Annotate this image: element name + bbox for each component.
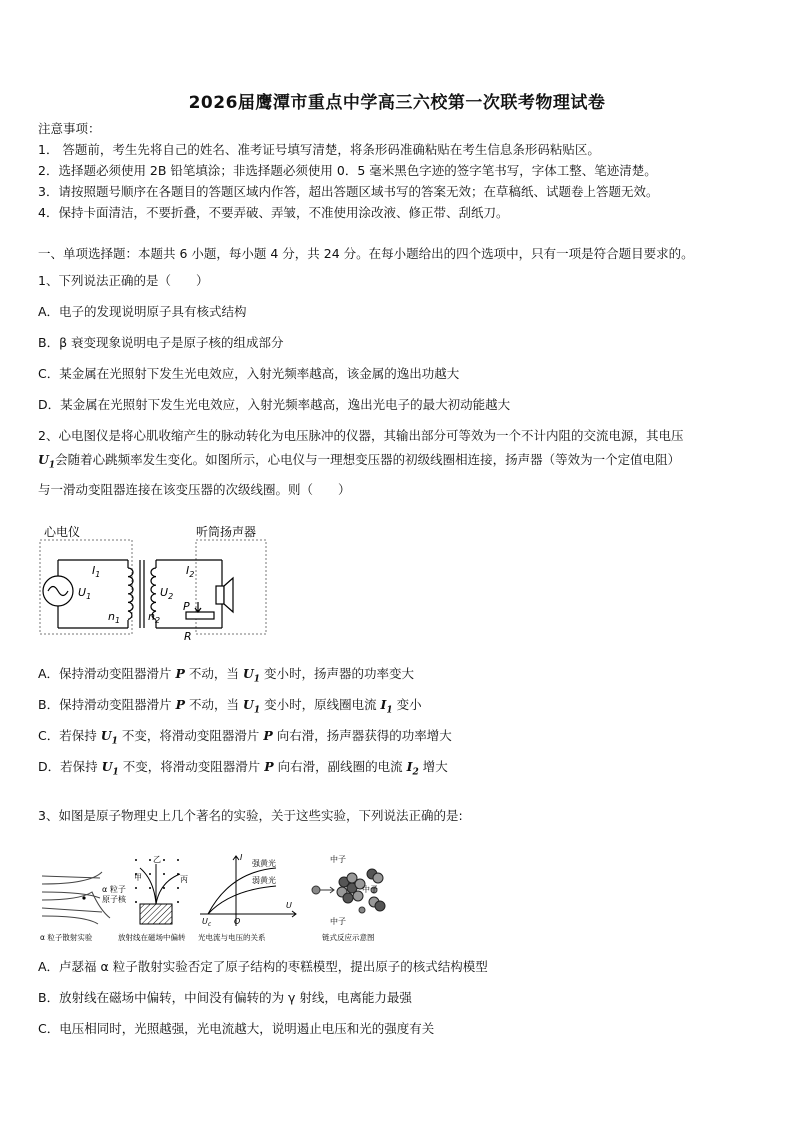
label-jia: 甲 [134, 873, 142, 882]
note-item: 4．保持卡面清洁，不要折叠，不要弄破、弄皱，不准使用涂改液、修正带、刮纸刀。 [38, 205, 509, 220]
q3-option-b: B．放射线在磁场中偏转，中间没有偏转的为 γ 射线，电离能力最强 [38, 990, 412, 1005]
alpha-particle-label: α 粒子 [102, 885, 126, 894]
weak-light-curve [208, 886, 276, 914]
q3-option-c: C．电压相同时，光照越强，光电流越大，说明遏止电压和光的强度有关 [38, 1021, 435, 1036]
q1-option-c: C．某金属在光照射下发生光电效应，入射光频率越高，该金属的逸出功越大 [38, 366, 460, 381]
q1-option-b: B．β 衰变现象说明电子是原子核的组成部分 [38, 335, 284, 350]
label-n2: $n_2$ [148, 610, 161, 625]
q2-u1-symbol: U [38, 452, 49, 467]
chain-reaction-panel [312, 854, 385, 942]
q1-stem: 1、下列说法正确的是（ ） [38, 273, 209, 288]
caption-chain-reaction: 链式反应示意图 [322, 933, 375, 942]
q2-stem-part-c: 与一滑动变阻器连接在该变压器的次级线圈。则（ ） [38, 481, 351, 497]
q2-option-a: A．保持滑动变阻器滑片 P 不动，当 $U_1$ 变小时，扬声器的功率变大 [38, 666, 415, 685]
note-item: 3．请按照题号顺序在各题目的答题区域内作答，超出答题区域书写的答案无效；在草稿纸、试题卷上答题无效。 [38, 184, 659, 199]
section-heading: 一、单项选择题：本题共 6 小题，每小题 4 分，共 24 分。在每小题给出的四个选项中，只有一项是符合题目要求的。 [38, 246, 694, 261]
label-i2: $I_2$ [186, 564, 195, 579]
lead-block-icon [140, 904, 172, 924]
q1-option-a: A．电子的发现说明原子具有核式结构 [38, 304, 247, 319]
notes-heading: 注意事项： [38, 121, 101, 136]
q2-option-c: C．若保持 $U_1$ 不变，将滑动变阻器滑片 P 向右滑，扬声器获得的功率增大 [38, 728, 452, 747]
uc-label: $U_c$ [202, 917, 212, 928]
q2-option-b: B．保持滑动变阻器滑片 P 不动，当 $U_1$ 变小时，原线圈电流 $I_1$ 变小 [38, 697, 422, 716]
alpha-scattering-panel [40, 872, 127, 942]
q3-stem: 3、如图是原子物理史上几个著名的实验，关于这些实验，下列说法正确的是: [38, 808, 463, 823]
q2-stem-part-b: 会随着心跳频率发生变化。如图所示，心电仪与一理想变压器的初级线圈相连接，扬声器（等效为一个定值电阻） [55, 452, 681, 467]
caption-photocurrent: 光电流与电压的关系 [198, 933, 266, 942]
label-yi: 乙 [153, 855, 161, 864]
page-title: 2026届鹰潭市重点中学高三六校第一次联考物理试卷 [188, 93, 606, 113]
magnetic-field-panel [118, 855, 188, 942]
q2-option-d: D．若保持 $U_1$ 不变，将滑动变阻器滑片 P 向右滑，副线圈的电流 $I_2$ 增大 [38, 759, 448, 778]
label-u1: $U_1$ [78, 586, 92, 601]
speaker-label: 听筒扬声器 [196, 525, 257, 539]
rheostat-icon [186, 612, 214, 619]
speaker-icon [216, 586, 224, 604]
strong-light-label: 强黄光 [252, 859, 276, 868]
caption-alpha-scattering: α 粒子散射实验 [40, 933, 93, 942]
ecg-label: 心电仪 [44, 525, 81, 539]
caption-magnetic-field: 放射线在磁场中偏转 [118, 933, 186, 942]
label-n1: $n_1$ [108, 610, 121, 625]
neutron-label-top: 中子 [330, 855, 346, 864]
note-item: 2．选择题必须使用 2B 铅笔填涂；非选择题必须使用 0．5 毫米黑色字迹的签字笔书写，字体工整、笔迹清楚。 [38, 163, 657, 178]
nucleus-label: 原子核 [102, 895, 126, 904]
q2-u1-sub: 1 [48, 460, 56, 471]
origin-label: O [234, 917, 241, 926]
q2-circuit-figure [36, 524, 276, 644]
note-item: 1． 答题前，考生先将自己的姓名、准考证号填写清楚，将条形码准确粘贴在考生信息条形码粘贴区。 [38, 142, 600, 157]
q1-option-d: D．某金属在光照射下发生光电效应，入射光频率越高，逸出光电子的最大初动能越大 [38, 397, 511, 412]
label-bing: 丙 [180, 875, 188, 884]
q2-stem-part-a: 2、心电图仪是将心肌收缩产生的脉动转化为电压脉冲的仪器，其输出部分可等效为一个不计内阻的交流电源，其电压 [38, 428, 684, 443]
axis-i-label: I [240, 853, 243, 862]
photocurrent-panel [198, 853, 296, 942]
q3-experiments-figure [40, 850, 390, 942]
label-i1: $I_1$ [92, 564, 101, 579]
label-p: P [183, 600, 190, 613]
weak-light-label: 弱黄光 [252, 876, 276, 885]
q3-option-a: A．卢瑟福 α 粒子散射实验否定了原子结构的枣糕模型，提出原子的核式结构模型 [38, 959, 488, 974]
label-r: R [184, 630, 192, 643]
q2-stem [38, 424, 758, 502]
nucleus-dot [82, 896, 85, 899]
neutron-label-right: 中子 [362, 885, 378, 894]
axis-u-label: U [286, 901, 292, 910]
label-u2: $U_2$ [160, 586, 174, 601]
strong-light-curve [208, 868, 276, 914]
neutron-label-bottom: 中子 [330, 917, 346, 926]
